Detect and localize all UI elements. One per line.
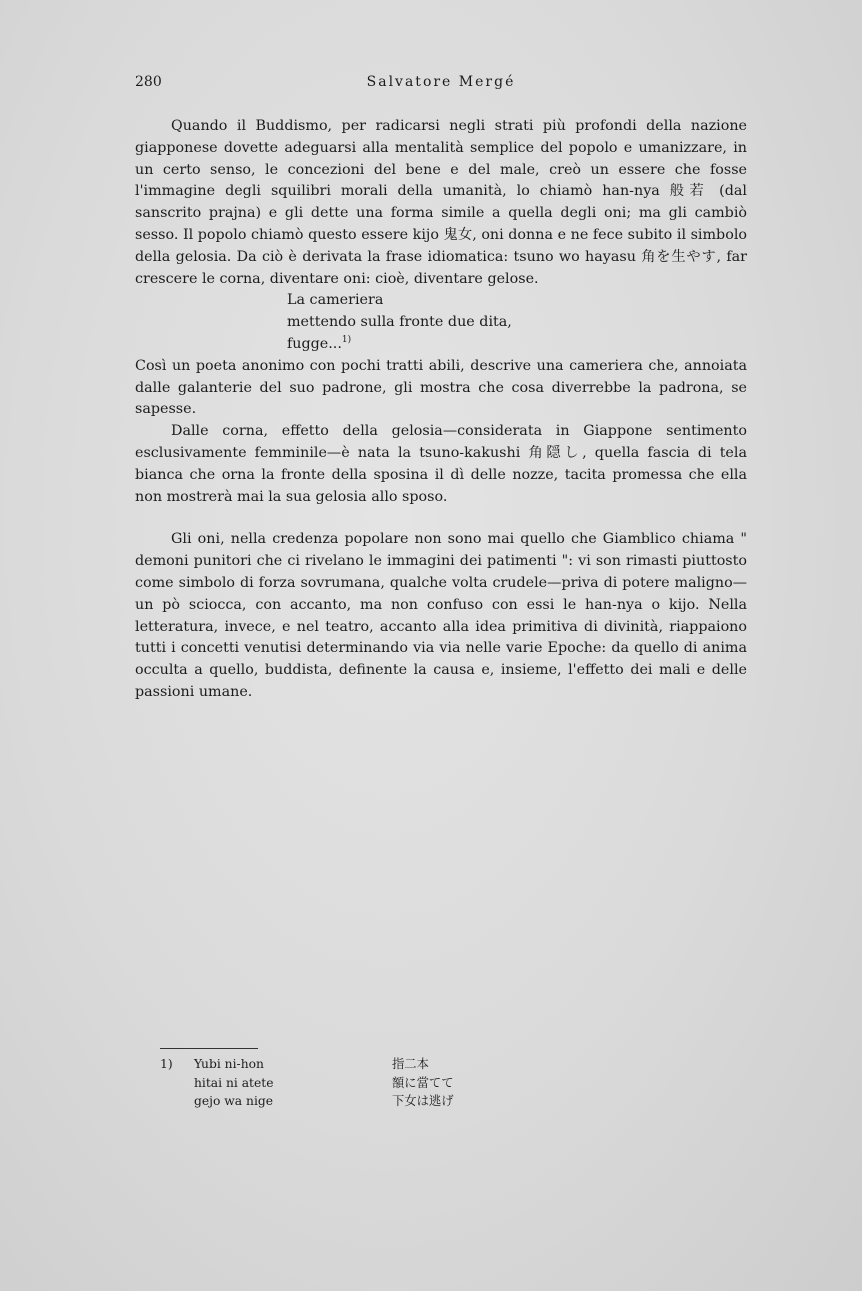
paragraph-anonymous-poet: Così un poeta anonimo con pochi tratti abili, descrive una cameriera che, annoiata dalle galanterie del suo padrone, gli mostra che cosa diverrebbe la padrona, se sapesse. [135,357,747,418]
footnote-rule [160,1048,258,1049]
footnote-romaji: Yubi ni-hon [194,1057,264,1071]
footnote-line [160,1055,540,1074]
footnote-japanese: 下女は逃げ [392,1094,454,1108]
poem-line: La cameriera [287,292,384,309]
running-title: Salvatore Mergé [366,74,516,90]
footnote-romaji: gejo wa nige [194,1094,274,1108]
footnote-number: 1) [160,1057,173,1071]
footnote-reference: 1) [341,335,352,346]
poem-line-text: fugge... [287,335,342,352]
paragraph-oni-popular-belief: Gli oni, nella credenza popolare non sono mai quello che Giamblico chiama " demoni punitori che ci rivelano le immagini dei patimenti ": vi son rimasti piuttosto come simbolo di forza sovrumana, qualche volta crudele—priva di potere maligno—un pò sciocca, con accanto, ma non confuso con essi le han-nya o kijo. Nella letteratura, invece, e nel teatro, accanto alla idea primitiva di divinità, riappaiono tutti i concetti venutisi determinando via via nelle varie Epoche: da quello di anima occulta a quello, buddista, definente la causa e, insieme, l'effetto dei mali e delle passioni umane. [135,531,747,700]
footnote-japanese: 額に當てて [392,1075,454,1090]
footnotes [160,1048,540,1111]
poem-line-last [287,334,747,356]
footnote-line [160,1074,540,1093]
page-number: 280 [135,74,162,90]
footnote-japanese: 指二本 [392,1057,429,1071]
paragraph-tsuno-kakushi: Dalle corna, effetto della gelosia—considerata in Giappone sentimento esclusivamente femminile—è nata la tsuno-kakushi 角隠し, quella fascia di tela bianca che orna la fronte della sposina il dì delle nozze, tacita promessa che ella non mostrerà mai la sua gelosia allo sposo. [135,423,747,505]
page-header [135,74,747,96]
poem-line: mettendo sulla fronte due dita, [287,314,512,331]
paragraph-buddhism-han-nya: Quando il Buddismo, per radicarsi negli strati più profondi della nazione giapponese dovette adeguarsi alla mentalità semplice del popolo e umanizzare, in un certo senso, le concezioni del bene e del male, creò un essere che fosse l'immagine degli squilibri morali della umanità, lo chiamò han-nya 般若 (dal sanscrito prajna) e gli dette una forma simile a quella degli oni; ma gli cambiò sesso. Il popolo chiamò questo essere kijo 鬼女, oni donna e ne fece subito il simbolo della gelosia. Da ciò è derivata la frase idiomatica: tsuno wo hayasu 角を生やす, far crescere le corna, diventare oni: cioè, diventare gelose. [135,118,747,287]
poem [287,290,747,355]
footnote-line [160,1092,540,1111]
body-text [135,116,747,704]
footnote-romaji: hitai ni atete [194,1075,274,1090]
